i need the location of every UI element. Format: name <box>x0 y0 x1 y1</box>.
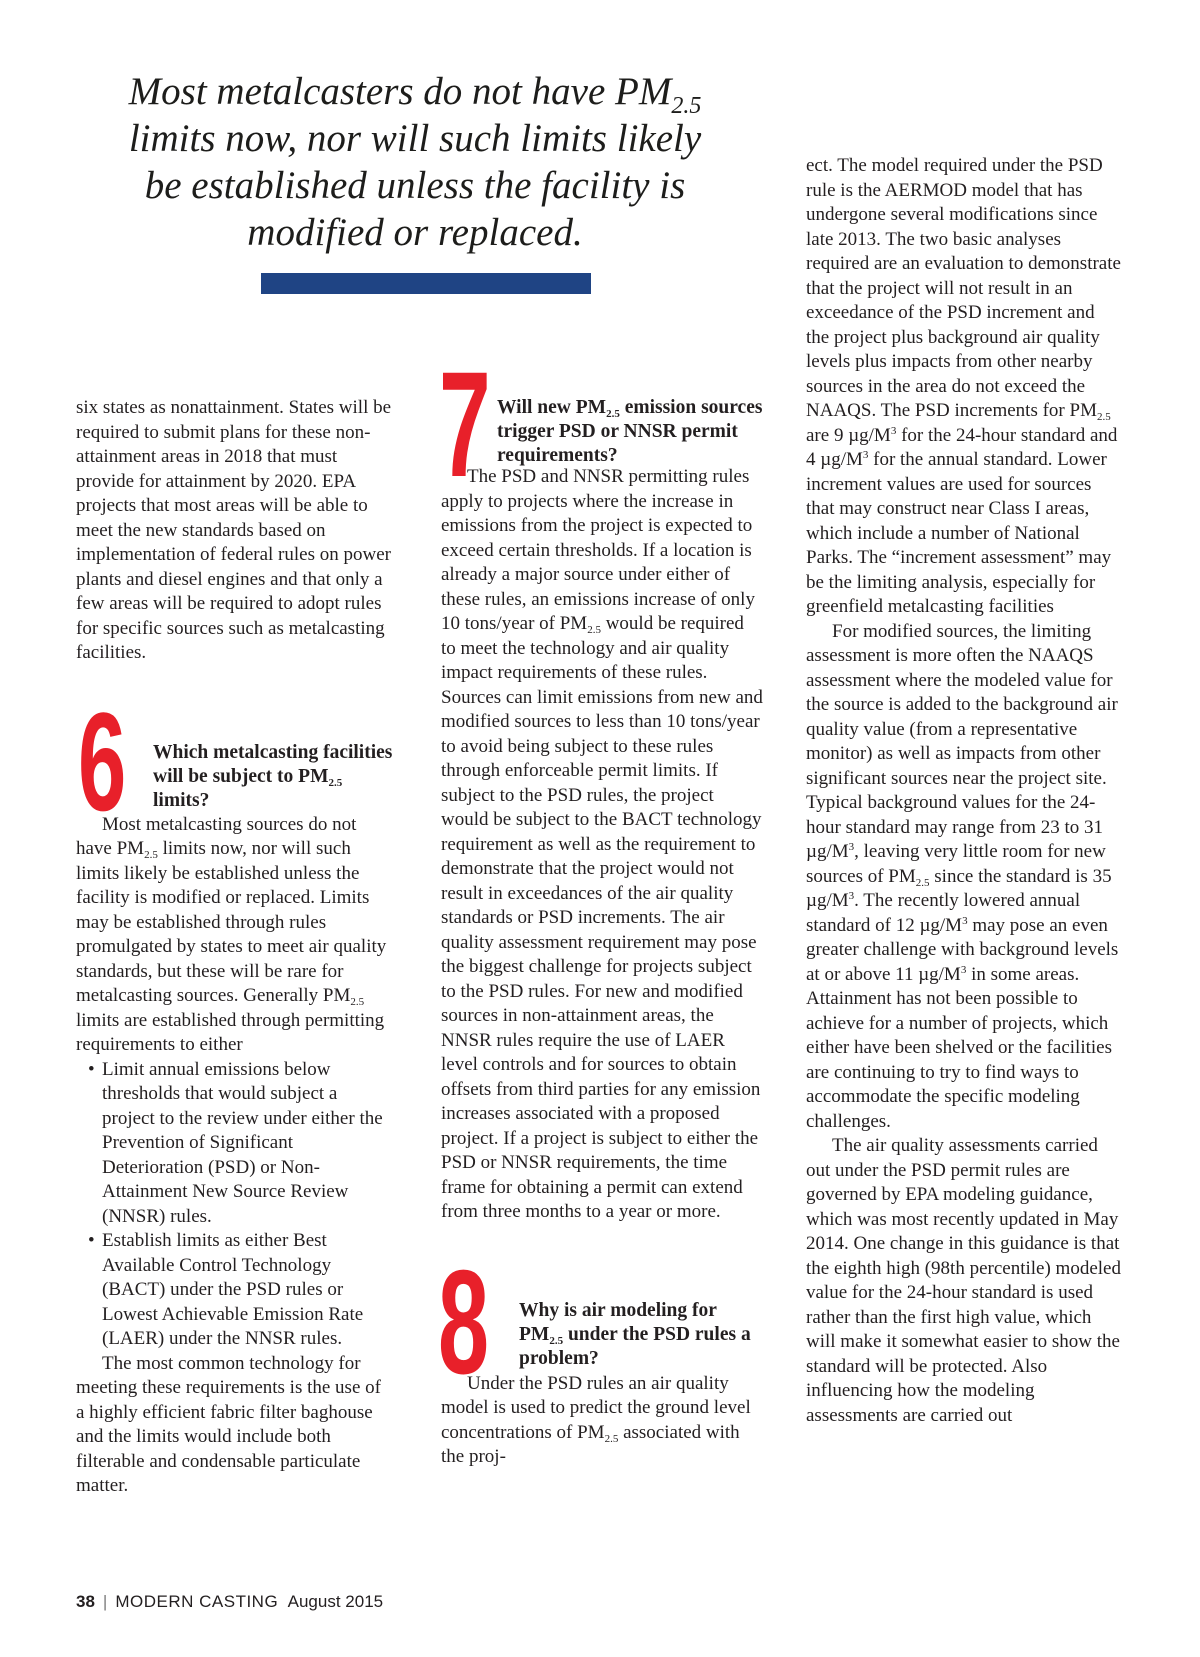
text-run: would be required to meet the technology and air quality impact requirements of these rules. Sources can limit emissions from new and modified sources to less than 10 tons/year to avoid being subject to these rules through enforceable permit limits. If subject to the PSD rules, the project would be subject to the BACT technology requirement as well as the requirement to demonstrate that the project would not result in exceedances of the air quality standards or PSD increments. The air quality assessment requirement may pose the biggest challenge for projects subject to the PSD rules. For new and modified sources in non-attainment areas, the NNSR rules require the use of LAER level controls and for sources to obtain offsets from third parties for any emission increases associated with a proposed project. If a project is subject to either the PSD or NNSR requirements, the time frame for obtaining a permit can extend from three months to a year or more. <box>441 613 763 1222</box>
question-heading <box>519 1299 763 1371</box>
pull-quote-line: limits now, nor will such limits likely <box>128 117 702 160</box>
text-run: for the 24-hour standard and 4 µg/M <box>806 424 1118 470</box>
subscript: 2.5 <box>587 624 601 636</box>
question-heading <box>153 741 393 813</box>
bullet-list <box>76 1058 394 1352</box>
subscript: 2.5 <box>1096 411 1111 423</box>
body-paragraph: six states as nonattainment. States will be required to submit plans for these non-attainment areas in 2018 that must provide for attainment by 2020. EPA projects that most areas will be able to meet the new standards based on implementation of federal rules on power plants and diesel engines and that only a few areas will be required to adopt rules for specific sources such as metalcasting facilities. <box>76 397 392 663</box>
issue-date: August 2015 <box>287 1592 384 1611</box>
body-paragraph <box>441 465 763 1225</box>
heading-text: under the PSD rules a problem? <box>519 1323 751 1369</box>
bullet-item: • Limit annual emissions below thresholds that would subject a project to the review under either the Prevention of Significant Deterioration (PSD) or Non-Attainment New Source Review (NNSR) rules. <box>76 1058 394 1230</box>
heading-text: emission sources trigger PSD or NNSR permit requirements? <box>497 397 763 466</box>
text-run: associated with the proj- <box>441 1421 740 1467</box>
page-footer <box>76 1592 383 1612</box>
subscript: 2.5 <box>604 1432 619 1445</box>
superscript: 3 <box>962 914 968 927</box>
superscript: 3 <box>960 963 967 976</box>
heading-text: Which metalcasting facilities will be subject to PM <box>153 741 393 787</box>
body-paragraph: The most common technology for meeting these requirements is the use of a highly efficient fabric filter baghouse and the limits would include both filterable and condensable particulate matter. <box>76 1352 381 1496</box>
text-run: since the standard is 35 µg/M <box>806 865 1112 911</box>
text-run: The PSD and NNSR permitting rules apply to projects where the increase in emissions from the project is expected to exceed certain thresholds. If a location is already a major source under either of these rules, an emissions increase of only 10 tons/year of PM <box>441 466 755 634</box>
column-2 <box>438 340 763 1470</box>
text-run: may pose an even greater challenge with background levels at or above 11 µg/M <box>806 914 1119 985</box>
body-paragraph <box>76 813 394 1058</box>
subscript: 2.5 <box>915 876 930 889</box>
column-3 <box>806 154 1122 1428</box>
subscript: 2.5 <box>350 996 365 1008</box>
question-7 <box>439 340 763 508</box>
question-number: 6 <box>78 682 127 840</box>
pull-quote-line: be established unless the facility is <box>144 164 686 207</box>
text-run: for the annual standard. Lower increment values are used for sources that may construct near Class I areas, which include a number of National Parks. The “increment assessment” may be the limiting analysis, especially for greenfield metalcasting facilities <box>806 449 1112 617</box>
question-number: 7 <box>439 340 491 508</box>
subscript: 2.5 <box>549 1334 564 1347</box>
page-number: 38 <box>76 1592 95 1611</box>
text-run: limits are established through permitting requirements to either <box>76 1009 385 1055</box>
pull-quote <box>95 68 735 256</box>
footer-separator: | <box>102 1592 108 1611</box>
heading-text: limits? <box>153 789 210 811</box>
text-run: limits now, nor will such limits likely be established unless the facility is modified or replaced. Limits may be established through rules promulgated by states to meet air quality standards, but these will be rare for metalcasting sources. Generally PM <box>76 838 387 1006</box>
superscript: 3 <box>862 449 869 461</box>
text-run: For modified sources, the limiting assessment is more often the NAAQS assessment where the modeled value for the source is added to the background air quality value (from a representative monitor) as well as impacts from other significant sources near the project site. Typical background values for the 24-hour standard may range from 23 to 31 µg/M <box>806 620 1118 862</box>
pull-quote-line: modified or replaced. <box>247 211 583 254</box>
magazine-title: MODERN CASTING <box>115 1592 279 1611</box>
pull-quote-line: Most metalcasters do not have PM <box>128 70 672 113</box>
question-heading <box>497 396 767 468</box>
text-run: are 9 µg/M <box>806 424 891 446</box>
heading-text: Why is air modeling for PM <box>519 1299 717 1345</box>
subscript: 2.5 <box>606 408 620 420</box>
superscript: 3 <box>848 890 855 902</box>
superscript: 3 <box>848 841 855 853</box>
text-run: in some areas. Attainment has not been possible to achieve for a number of projects, which either have been shelved or the facilities are continuing to try to find ways to accommodate the specific modeling challenges. <box>806 963 1112 1132</box>
subscript: 2.5 <box>144 849 158 861</box>
body-paragraph <box>806 620 1122 1135</box>
text-run: Under the PSD rules an air quality model is used to predict the ground level concentrations of PM <box>441 1372 751 1443</box>
column-1 <box>76 396 394 1499</box>
subscript: 2.5 <box>328 776 343 789</box>
question-number: 8 <box>438 1239 490 1405</box>
pull-quote-subscript: 2.5 <box>671 93 702 119</box>
text-run: ect. The model required under the PSD rule is the AERMOD model that has undergone several modifications since late 2013. The two basic analyses required are an evaluation to demonstrate that the project will not result in an exceedance of the PSD increment and the project plus background air quality levels plus impacts from other nearby sources in the area do not exceed the NAAQS. The PSD increments for PM <box>806 155 1121 421</box>
text-run: . The recently lowered annual standard of 12 µg/M <box>806 890 1081 936</box>
superscript: 3 <box>890 424 897 437</box>
body-paragraph <box>441 1372 763 1470</box>
text-run: , leaving very little room for new sources of PM <box>806 841 1106 887</box>
heading-text: Will new PM <box>497 397 607 418</box>
pull-quote-rule <box>261 273 591 294</box>
question-8 <box>438 1239 763 1405</box>
body-paragraph: The air quality assessments carried out under the PSD permit rules are governed by EPA modeling guidance, which was most recently updated in May 2014. One change in this guidance is that the eighth high (98th percentile) modeled value for the 24-hour standard is used rather than the first high value, which will make it somewhat easier to show the standard will be protected. Also influencing how the modeling assessments are carried out <box>806 1135 1121 1426</box>
bullet-item: • Establish limits as either Best Available Control Technology (BACT) under the PSD rules or Lowest Achievable Emission Rate (LAER) under the NNSR rules. <box>76 1229 394 1352</box>
body-paragraph <box>806 154 1122 620</box>
text-run: Most metalcasting sources do not have PM <box>76 813 357 859</box>
